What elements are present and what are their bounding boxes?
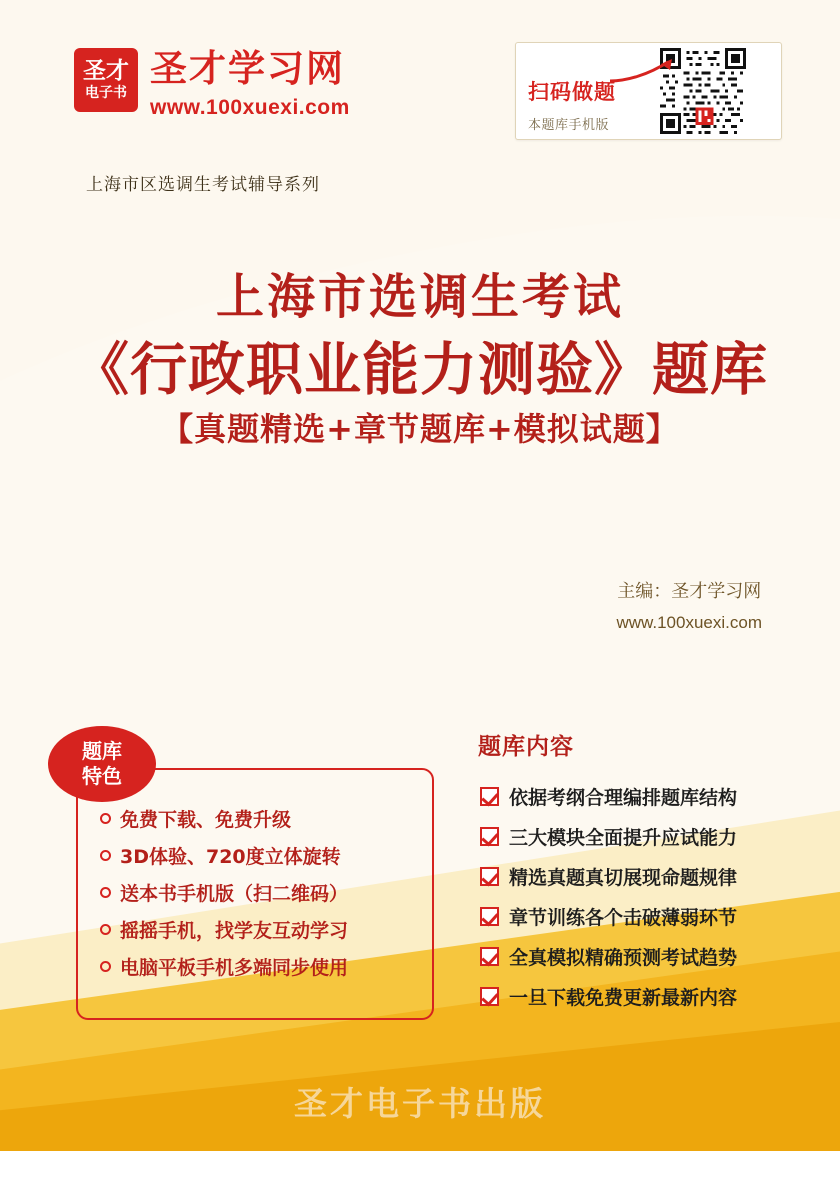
features-badge-line1: 题库 <box>82 739 122 763</box>
feature-label: 3D体验、720度立体旋转 <box>120 846 341 868</box>
features-badge <box>48 726 156 802</box>
list-item <box>100 837 430 874</box>
book-title-line2: 《行政职业能力测验》题库 <box>72 336 768 403</box>
check-icon <box>480 987 499 1006</box>
qr-main-label: 扫码做题 <box>528 79 616 104</box>
feature-label: 免费下载、免费升级 <box>120 809 292 831</box>
logo-mark-line2: 电子书 <box>85 85 127 102</box>
feature-label: 电脑平板手机多端同步使用 <box>120 957 349 979</box>
brand-logo <box>74 48 350 120</box>
logo-mark-icon <box>74 48 138 112</box>
feature-label: 摇摇手机，找学友互动学习 <box>120 920 349 942</box>
list-item <box>480 936 810 976</box>
bullet-dot-icon <box>100 924 111 935</box>
check-icon <box>480 787 499 806</box>
editor-url: www.100xuexi.com <box>616 612 762 632</box>
check-icon <box>480 827 499 846</box>
list-item <box>480 896 810 936</box>
contents-label: 三大模块全面提升应试能力 <box>509 826 738 849</box>
contents-list <box>480 776 810 1016</box>
list-item <box>100 800 430 837</box>
list-item <box>480 776 810 816</box>
brand-url: www.100xuexi.com <box>150 96 350 119</box>
features-list <box>100 800 430 985</box>
list-item <box>100 948 430 985</box>
bullet-dot-icon <box>100 887 111 898</box>
contents-heading: 题库内容 <box>478 734 574 760</box>
contents-label: 一旦下载免费更新最新内容 <box>509 986 738 1009</box>
contents-label: 章节训练各个击破薄弱环节 <box>509 906 738 929</box>
arrow-icon <box>608 57 678 83</box>
features-badge-line2: 特色 <box>82 764 122 788</box>
series-line: 上海市区选调生考试辅导系列 <box>86 175 320 195</box>
check-icon <box>480 907 499 926</box>
qr-promo-box <box>515 42 782 140</box>
list-item <box>100 874 430 911</box>
publisher-name: 圣才电子书出版 <box>294 1084 546 1123</box>
book-title-line1: 上海市选调生考试 <box>215 269 624 325</box>
bullet-dot-icon <box>100 961 111 972</box>
check-icon <box>480 867 499 886</box>
list-item <box>480 816 810 856</box>
editor-block <box>616 576 762 637</box>
qr-sub-label: 本题库手机版 <box>528 117 610 133</box>
list-item <box>100 911 430 948</box>
contents-label: 全真模拟精确预测考试趋势 <box>509 946 738 969</box>
logo-mark-line1: 圣才 <box>83 58 129 85</box>
bullet-dot-icon <box>100 813 111 824</box>
feature-label: 送本书手机版（扫二维码） <box>120 883 349 905</box>
book-title-line3: 【真题精选+章节题库+模拟试题】 <box>161 410 679 448</box>
contents-label: 精选真题真切展现命题规律 <box>509 866 738 889</box>
list-item <box>480 976 810 1016</box>
check-icon <box>480 947 499 966</box>
list-item <box>480 856 810 896</box>
contents-label: 依据考纲合理编排题库结构 <box>509 786 738 809</box>
editor-chief: 主编：圣才学习网 <box>617 581 762 602</box>
brand-name: 圣才学习网 <box>150 47 345 90</box>
bullet-dot-icon <box>100 850 111 861</box>
